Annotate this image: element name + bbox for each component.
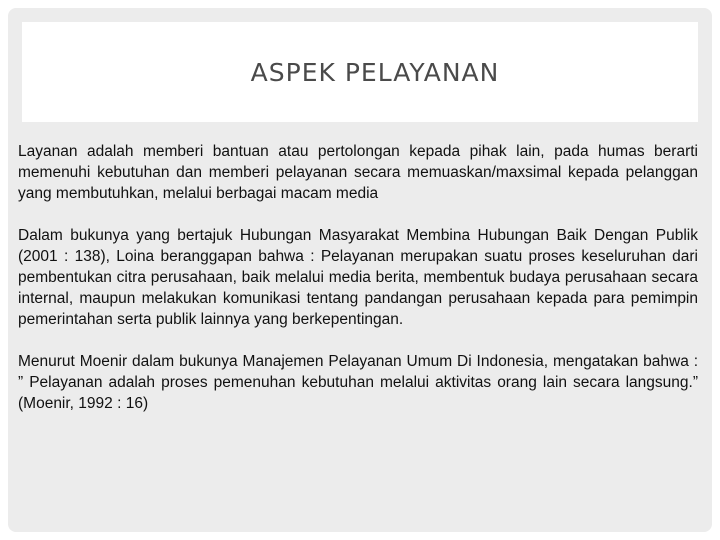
paragraph-moenir: Menurut Moenir dalam bukunya Manajemen Pelayanan Umum Di Indonesia, mengatakan bahwa : ” Pelayanan adalah proses pemenuhan kebutuhan melalui aktivitas orang lain secara langsung.” (Moenir, 1992 : 16) <box>18 353 698 412</box>
paragraph-loina: Dalam bukunya yang bertajuk Hubungan Masyarakat Membina Hubungan Baik Dengan Publik (2001 : 138), Loina beranggapan bahwa : Pelayanan merupakan suatu proses keseluruhan dari pembentukan citra perusahaan, baik melalui media berita, membentuk budaya perusahaan secara internal, maupun melakukan komunikasi tentang pandangan perusahaan kepada para pemimpin pemerintahan serta publik lainnya yang berkepentingan. <box>18 227 698 328</box>
title-box <box>22 22 698 122</box>
body-text <box>18 141 698 435</box>
slide-title: ASPEK PELAYANAN <box>250 57 500 87</box>
paragraph-definition: Layanan adalah memberi bantuan atau pertolongan kepada pihak lain, pada humas berarti memenuhi kebutuhan dan memberi pelayanan secara memuaskan/maxsimal kepada pelanggan yang membutuhkan, melalui berbagai macam media <box>18 143 698 202</box>
